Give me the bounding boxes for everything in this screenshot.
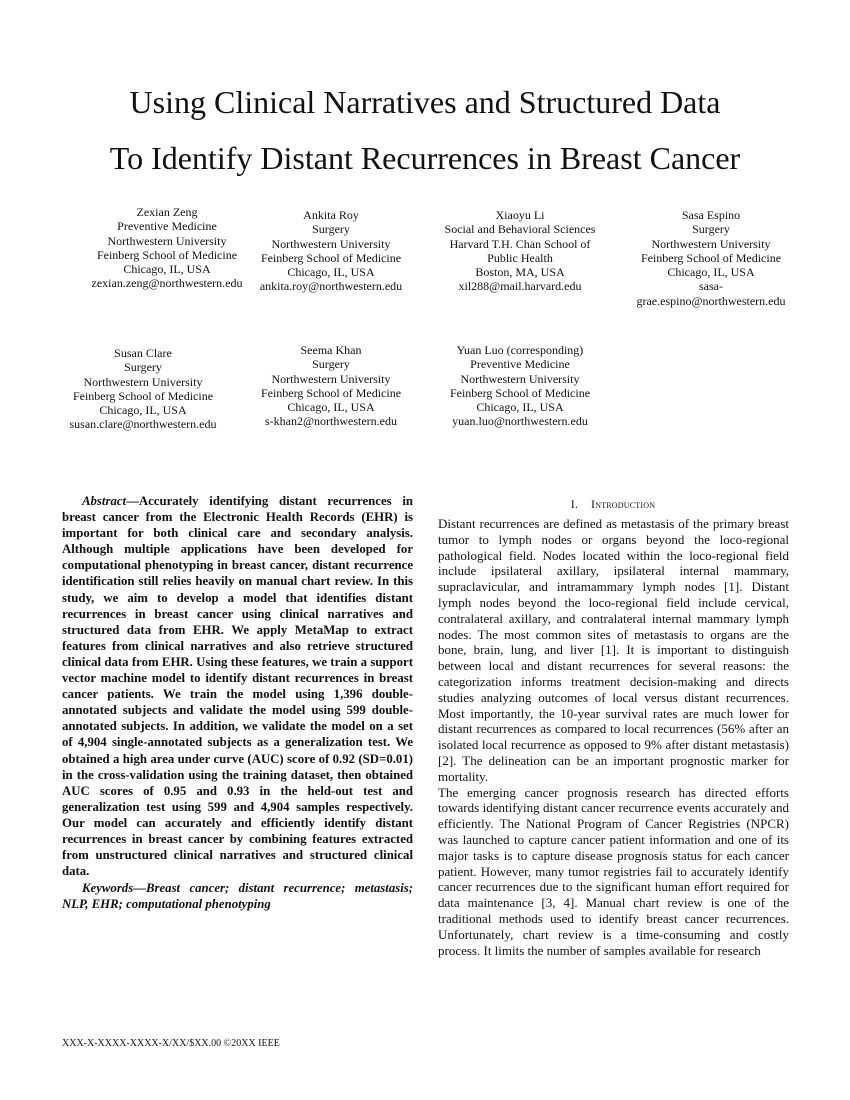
abstract-label: Abstract: [82, 494, 127, 508]
author-affiliation: Feinberg School of Medicine: [72, 388, 214, 403]
author-affiliation: Feinberg School of Medicine: [260, 250, 402, 265]
author-affiliation: Harvard T.H. Chan School of: [449, 236, 591, 251]
introduction-body: [438, 516, 789, 958]
author-email: ankita.roy@northwestern.edu: [259, 279, 403, 294]
author-email: sasa-: [699, 279, 723, 294]
author-affiliation: Northwestern University: [83, 374, 203, 389]
intro-paragraph-2: The emerging cancer prognosis research has directed efforts towards identifying distant cancer recurrence events accurately and efficiently. The National Program of Cancer Registries (NPCR) was launched to capture cancer patient information and one of its major tasks is to capture disease prognosis status for each cancer patient. However, many tumor registries fail to accurately identify cancer recurrences due to the significant human effort required for data maintenance [3, 4]. Manual chart review is one of the traditional methods used to identify breast cancer recurrences. Unfortunately, chart review is a time-consuming and costly process. It limits the number of samples available for research: [438, 784, 789, 958]
paper-title: [40, 74, 810, 186]
section-number: I.: [570, 497, 579, 511]
author-affiliation: Preventive Medicine: [470, 357, 570, 372]
author-email: s-khan2@northwestern.edu: [264, 414, 398, 429]
keywords-paragraph: Keywords—Breast cancer; distant recurrence; metastasis; NLP, EHR; computational phenotyping: [62, 881, 413, 911]
section-heading: [438, 497, 788, 512]
author-name: Ankita Roy: [303, 208, 359, 222]
author-affiliation: Chicago, IL, USA: [123, 262, 211, 277]
author-affiliation: Northwestern University: [271, 371, 391, 386]
author-name: Susan Clare: [114, 346, 172, 360]
author-email-continued: grae.espino@northwestern.edu: [636, 293, 786, 308]
author-affiliation: Surgery: [312, 357, 350, 372]
title-line-1: Using Clinical Narratives and Structured Data: [129, 84, 721, 120]
author-affiliation: Feinberg School of Medicine: [449, 385, 591, 400]
author-affiliation: Boston, MA, USA: [475, 265, 565, 280]
author-affiliation: Feinberg School of Medicine: [96, 247, 238, 262]
author-affiliation: Northwestern University: [107, 233, 227, 248]
author-name: Xiaoyu Li: [495, 208, 545, 222]
author-affiliation: Surgery: [124, 360, 162, 375]
author-affiliation: Preventive Medicine: [117, 219, 217, 234]
author-affiliation: Public Health: [487, 250, 553, 265]
author-email: zexian.zeng@northwestern.edu: [91, 276, 243, 291]
author-affiliation: Northwestern University: [271, 236, 391, 251]
author-block-luo: [420, 343, 620, 429]
author-block-espino: [611, 208, 811, 308]
title-line-2: To Identify Distant Recurrences in Breast Cancer: [109, 140, 741, 176]
author-affiliation: Chicago, IL, USA: [476, 400, 564, 415]
author-affiliation: Feinberg School of Medicine: [640, 250, 782, 265]
author-affiliation: Surgery: [312, 222, 350, 237]
author-affiliation: Feinberg School of Medicine: [260, 385, 402, 400]
author-affiliation: Chicago, IL, USA: [667, 265, 755, 280]
abstract-paragraph: [62, 493, 413, 879]
author-block-roy: [231, 208, 431, 294]
author-block-clare: [43, 346, 243, 432]
author-block-khan: [231, 343, 431, 429]
author-name: Sasa Espino: [681, 208, 741, 222]
author-email: xil288@mail.harvard.edu: [458, 279, 582, 294]
author-name: Yuan Luo (corresponding): [456, 343, 584, 357]
author-affiliation: Surgery: [692, 222, 730, 237]
author-affiliation: Northwestern University: [460, 371, 580, 386]
author-affiliation: Social and Behavioral Sciences: [444, 222, 596, 237]
author-affiliation: Northwestern University: [651, 236, 771, 251]
author-affiliation: Chicago, IL, USA: [287, 400, 375, 415]
author-email: yuan.luo@northwestern.edu: [452, 414, 588, 429]
author-affiliation: Chicago, IL, USA: [99, 403, 187, 418]
author-email: susan.clare@northwestern.edu: [69, 417, 217, 432]
author-name: Zexian Zeng: [136, 205, 198, 219]
intro-paragraph-1: Distant recurrences are defined as metastasis of the primary breast tumor to lymph nodes or organs beyond the loco-regional pathological field. Nodes located within the loco-regional field include ipsilateral axillary, ipsilateral internal mammary, supraclavicular, and intramammary lymph nodes [1]. Distant lymph nodes beyond the loco-regional field include cervical, contralateral axillary, and contralateral internal mammary lymph nodes. The most common sites of metastasis to organs are the bone, brain, lung, and liver [1]. It is important to distinguish between local and distant recurrences for several reasons: the categorization informs treatment decision-making and directs studies analyzing outcomes of local versus distant recurrences. Most importantly, the 10-year survival rates are much lower for distant recurrences as compared to local recurrences (56% after an isolated local recurrence as opposed to 9% after distant metastasis) [2]. The delineation can be an important prognostic marker for mortality.: [438, 516, 789, 784]
author-name: Seema Khan: [300, 343, 362, 357]
author-block-li: [420, 208, 620, 294]
abstract-text: —Accurately identifying distant recurrences in breast cancer from the Electronic Health Records (EHR) is important for both clinical care and secondary analysis. Although multiple applications have been developed for computational phenotyping in breast cancer, distant recurrence identification still relies heavily on manual chart review. In this study, we aim to develop a model that identifies distant recurrences in breast cancer using clinical narratives and structured data from EHR. We apply MetaMap to extract features from clinical narratives and also retrieve structured clinical data from EHR. Using these features, we train a support vector machine model to identify distant recurrences in breast cancer patients. We train the model using 1,396 double-annotated subjects and validate the model using 599 double-annotated subjects. In addition, we validate the model on a set of 4,904 single-annotated subjects as a generalization test. We obtained a high area under curve (AUC) score of 0.92 (SD=0.01) in the cross-validation using the training dataset, then obtained AUC scores of 0.95 and 0.93 in the held-out test and generalization test using 599 and 4,904 samples respectively. Our model can accurately and efficiently identify distant recurrences in breast cancer by combining features extracted from unstructured clinical narratives and structured clinical data.: [62, 494, 413, 879]
section-title: Introduction: [591, 497, 656, 511]
copyright-footer: XXX-X-XXXX-XXXX-X/XX/$XX.00 ©20XX IEEE: [62, 1038, 280, 1049]
author-affiliation: Chicago, IL, USA: [287, 265, 375, 280]
